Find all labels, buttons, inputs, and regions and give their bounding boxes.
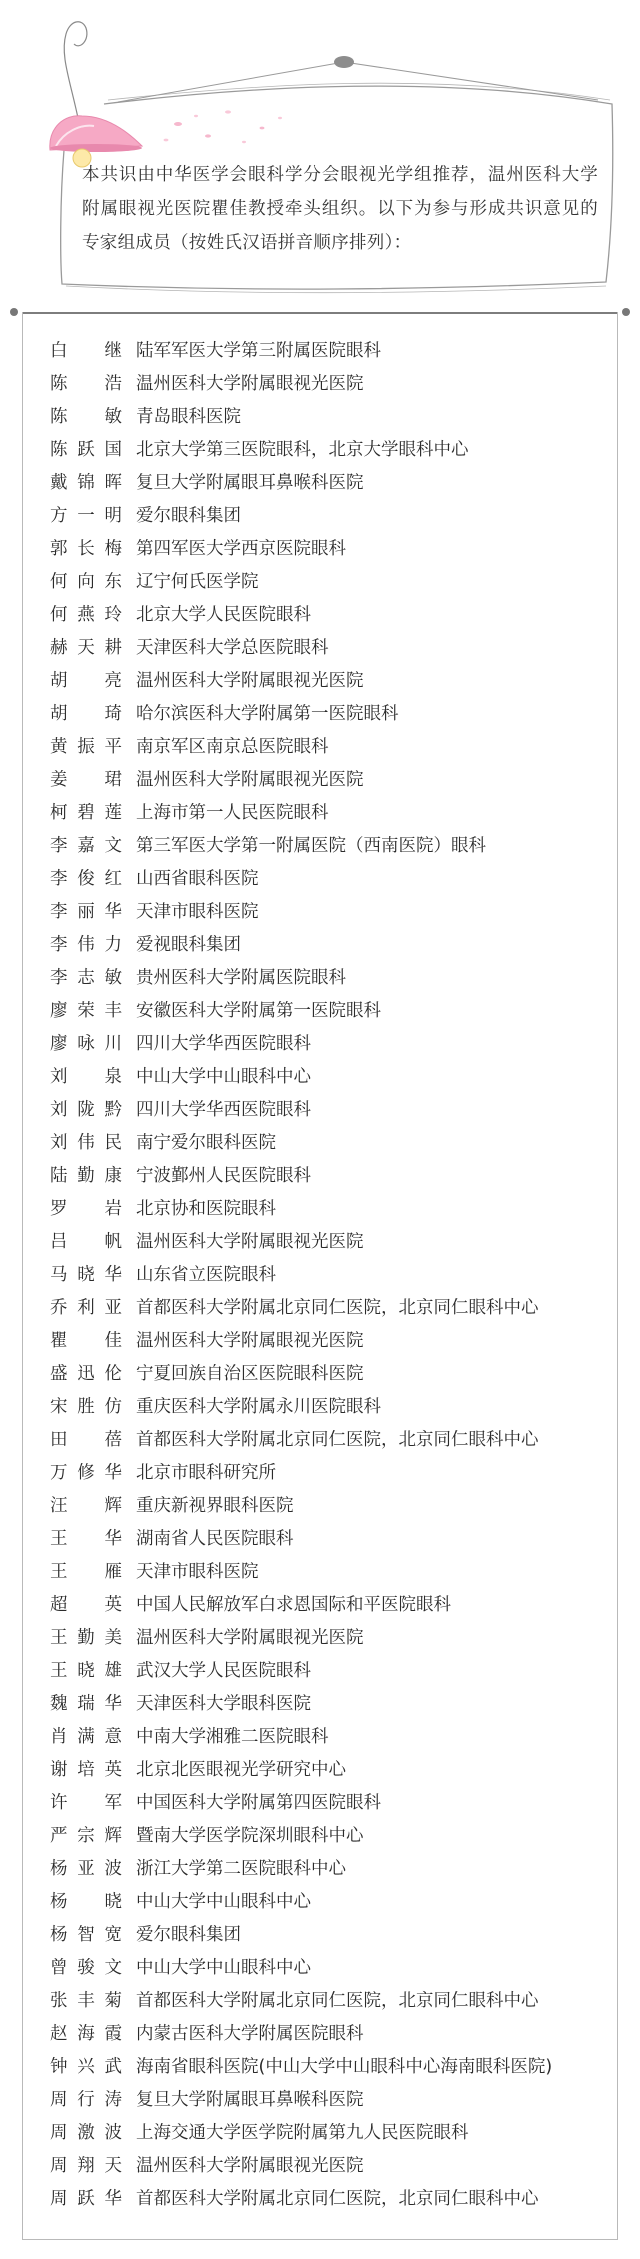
list-item — [50, 993, 610, 1026]
member-organization: 中山大学中山眼科中心 — [136, 1892, 311, 1912]
member-organization: 中国人民解放军白求恩国际和平医院眼科 — [136, 1595, 451, 1615]
member-name: 陆勤康 — [50, 1166, 122, 1186]
list-item — [50, 795, 610, 828]
right-dot-icon — [622, 308, 630, 316]
list-item — [50, 531, 610, 564]
member-organization: 青岛眼科医院 — [136, 407, 241, 427]
member-name: 王 雁 — [50, 1562, 122, 1582]
member-organization: 北京市眼科研究所 — [136, 1463, 276, 1483]
list-item — [50, 1620, 610, 1653]
member-name: 肖满意 — [50, 1727, 122, 1747]
member-name: 周翔天 — [50, 2156, 122, 2176]
list-item — [50, 498, 610, 531]
member-name: 刘陇黔 — [50, 1100, 122, 1120]
list-item — [50, 1884, 610, 1917]
member-name: 万修华 — [50, 1463, 122, 1483]
list-item — [50, 1323, 610, 1356]
member-name: 廖咏川 — [50, 1034, 122, 1054]
intro-paragraph: 本共识由中华医学会眼科学分会眼视光学组推荐，温州医科大学附属眼视光医院瞿佳教授牵头组织。以下为参与形成共识意见的专家组成员（按姓氏汉语拼音顺序排列）： — [82, 165, 598, 253]
member-name: 盛迅伦 — [50, 1364, 122, 1384]
member-name: 张丰菊 — [50, 1991, 122, 2011]
list-item — [50, 762, 610, 795]
member-organization: 温州医科大学附属眼视光医院 — [136, 770, 364, 790]
member-organization: 温州医科大学附属眼视光医院 — [136, 2156, 364, 2176]
member-organization: 宁波鄞州人民医院眼科 — [136, 1166, 311, 1186]
member-organization: 辽宁何氏医学院 — [136, 572, 259, 592]
member-organization: 天津医科大学眼科医院 — [136, 1694, 311, 1714]
member-name: 胡 亮 — [50, 671, 122, 691]
member-name: 戴锦晖 — [50, 473, 122, 493]
member-organization: 山西省眼科医院 — [136, 869, 259, 889]
member-organization: 北京大学第三医院眼科，北京大学眼科中心 — [136, 440, 469, 460]
member-list — [50, 333, 610, 2214]
list-item — [50, 1422, 610, 1455]
member-organization: 复旦大学附属眼耳鼻喉科医院 — [136, 473, 364, 493]
member-organization: 暨南大学医学院深圳眼科中心 — [136, 1826, 364, 1846]
member-organization: 海南省眼科医院(中山大学中山眼科中心海南眼科医院) — [136, 2057, 553, 2077]
member-name: 王晓雄 — [50, 1661, 122, 1681]
list-item — [50, 597, 610, 630]
list-item — [50, 2049, 610, 2082]
member-name: 李嘉文 — [50, 836, 122, 856]
member-organization: 温州医科大学附属眼视光医院 — [136, 1232, 364, 1252]
member-name: 郭长梅 — [50, 539, 122, 559]
member-organization: 北京大学人民医院眼科 — [136, 605, 311, 625]
member-name: 方一明 — [50, 506, 122, 526]
member-name: 谢培英 — [50, 1760, 122, 1780]
member-name: 白 继 — [50, 341, 122, 361]
member-organization: 安徽医科大学附属第一医院眼科 — [136, 1001, 381, 1021]
member-name: 陈跃国 — [50, 440, 122, 460]
member-organization: 南京军区南京总医院眼科 — [136, 737, 329, 757]
list-item — [50, 894, 610, 927]
member-name: 乔利亚 — [50, 1298, 122, 1318]
list-item — [50, 1950, 610, 1983]
list-item — [50, 333, 610, 366]
member-name: 罗 岩 — [50, 1199, 122, 1219]
member-name: 许 军 — [50, 1793, 122, 1813]
member-organization: 首都医科大学附属北京同仁医院，北京同仁眼科中心 — [136, 1991, 539, 2011]
member-organization: 贵州医科大学附属医院眼科 — [136, 968, 346, 988]
list-item — [50, 2148, 610, 2181]
member-name: 杨 晓 — [50, 1892, 122, 1912]
list-item — [50, 1554, 610, 1587]
member-organization: 首都医科大学附属北京同仁医院，北京同仁眼科中心 — [136, 2189, 539, 2209]
list-item — [50, 927, 610, 960]
member-name: 王 华 — [50, 1529, 122, 1549]
member-organization: 复旦大学附属眼耳鼻喉科医院 — [136, 2090, 364, 2110]
member-name: 刘 泉 — [50, 1067, 122, 1087]
member-organization: 重庆新视界眼科医院 — [136, 1496, 294, 1516]
member-organization: 湖南省人民医院眼科 — [136, 1529, 294, 1549]
list-item — [50, 696, 610, 729]
list-item — [50, 2082, 610, 2115]
list-item — [50, 432, 610, 465]
member-name: 汪 辉 — [50, 1496, 122, 1516]
list-item — [50, 465, 610, 498]
member-organization: 第三军医大学第一附属医院（西南医院）眼科 — [136, 836, 486, 856]
member-organization: 内蒙古医科大学附属医院眼科 — [136, 2024, 364, 2044]
list-item — [50, 1851, 610, 1884]
member-name: 杨智宽 — [50, 1925, 122, 1945]
member-organization: 爱视眼科集团 — [136, 935, 241, 955]
member-organization: 南宁爱尔眼科医院 — [136, 1133, 276, 1153]
member-name: 柯碧莲 — [50, 803, 122, 823]
member-name: 陈 敏 — [50, 407, 122, 427]
list-item — [50, 2181, 610, 2214]
list-item — [50, 1686, 610, 1719]
list-item — [50, 1752, 610, 1785]
member-name: 田 蓓 — [50, 1430, 122, 1450]
member-organization: 温州医科大学附属眼视光医院 — [136, 374, 364, 394]
member-name: 周激波 — [50, 2123, 122, 2143]
list-item — [50, 2016, 610, 2049]
member-organization: 中山大学中山眼科中心 — [136, 1067, 311, 1087]
list-item — [50, 1488, 610, 1521]
member-name: 魏瑞华 — [50, 1694, 122, 1714]
member-organization: 上海市第一人民医院眼科 — [136, 803, 329, 823]
list-item — [50, 1455, 610, 1488]
list-item — [50, 366, 610, 399]
list-item — [50, 1983, 610, 2016]
member-organization: 天津市眼科医院 — [136, 1562, 259, 1582]
member-name: 超 英 — [50, 1595, 122, 1615]
list-item — [50, 1290, 610, 1323]
member-organization: 哈尔滨医科大学附属第一医院眼科 — [136, 704, 399, 724]
member-name: 李志敏 — [50, 968, 122, 988]
member-organization: 四川大学华西医院眼科 — [136, 1034, 311, 1054]
member-name: 周行涛 — [50, 2090, 122, 2110]
member-organization: 温州医科大学附属眼视光医院 — [136, 1331, 364, 1351]
list-item — [50, 1818, 610, 1851]
list-item — [50, 1356, 610, 1389]
member-organization: 温州医科大学附属眼视光医院 — [136, 1628, 364, 1648]
list-item — [50, 960, 610, 993]
member-name: 宋胜仿 — [50, 1397, 122, 1417]
member-organization: 北京北医眼视光学研究中心 — [136, 1760, 346, 1780]
member-name: 姜 珺 — [50, 770, 122, 790]
member-organization: 温州医科大学附属眼视光医院 — [136, 671, 364, 691]
list-item — [50, 663, 610, 696]
member-name: 王勤美 — [50, 1628, 122, 1648]
member-name: 赵海霞 — [50, 2024, 122, 2044]
member-name: 刘伟民 — [50, 1133, 122, 1153]
member-organization: 首都医科大学附属北京同仁医院，北京同仁眼科中心 — [136, 1430, 539, 1450]
member-organization: 山东省立医院眼科 — [136, 1265, 276, 1285]
member-name: 李伟力 — [50, 935, 122, 955]
intro-card — [64, 148, 612, 276]
member-organization: 武汉大学人民医院眼科 — [136, 1661, 311, 1681]
member-name: 胡 琦 — [50, 704, 122, 724]
list-item — [50, 1257, 610, 1290]
list-item — [50, 1224, 610, 1257]
member-organization: 陆军军医大学第三附属医院眼科 — [136, 341, 381, 361]
list-item — [50, 1917, 610, 1950]
member-organization: 上海交通大学医学院附属第九人民医院眼科 — [136, 2123, 469, 2143]
member-organization: 中国医科大学附属第四医院眼科 — [136, 1793, 381, 1813]
list-item — [50, 1719, 610, 1752]
member-name: 瞿 佳 — [50, 1331, 122, 1351]
list-item — [50, 2115, 610, 2148]
list-item — [50, 1587, 610, 1620]
list-item — [50, 1389, 610, 1422]
header-section — [0, 0, 640, 300]
member-name: 杨亚波 — [50, 1859, 122, 1879]
nail-icon — [334, 56, 354, 68]
member-name: 周跃华 — [50, 2189, 122, 2209]
member-name: 黄振平 — [50, 737, 122, 757]
member-organization: 爱尔眼科集团 — [136, 1925, 241, 1945]
member-organization: 天津医科大学总医院眼科 — [136, 638, 329, 658]
list-item — [50, 861, 610, 894]
list-item — [50, 399, 610, 432]
member-name: 李丽华 — [50, 902, 122, 922]
member-name: 吕 帆 — [50, 1232, 122, 1252]
member-name: 马晓华 — [50, 1265, 122, 1285]
member-organization: 浙江大学第二医院眼科中心 — [136, 1859, 346, 1879]
member-name: 何向东 — [50, 572, 122, 592]
list-item — [50, 828, 610, 861]
member-name: 李俊红 — [50, 869, 122, 889]
member-organization: 四川大学华西医院眼科 — [136, 1100, 311, 1120]
member-organization: 中南大学湘雅二医院眼科 — [136, 1727, 329, 1747]
list-item — [50, 1125, 610, 1158]
member-name: 赫天耕 — [50, 638, 122, 658]
member-organization: 重庆医科大学附属永川医院眼科 — [136, 1397, 381, 1417]
member-organization: 爱尔眼科集团 — [136, 506, 241, 526]
list-item — [50, 1026, 610, 1059]
lamp-cord-icon — [64, 22, 87, 118]
member-name: 何燕玲 — [50, 605, 122, 625]
list-item — [50, 1158, 610, 1191]
member-name: 廖荣丰 — [50, 1001, 122, 1021]
list-item — [50, 1521, 610, 1554]
member-name: 钟兴武 — [50, 2057, 122, 2077]
member-name: 陈 浩 — [50, 374, 122, 394]
list-item — [50, 1653, 610, 1686]
left-dot-icon — [10, 308, 18, 316]
list-item — [50, 1191, 610, 1224]
member-name: 严宗辉 — [50, 1826, 122, 1846]
member-organization: 中山大学中山眼科中心 — [136, 1958, 311, 1978]
list-item — [50, 630, 610, 663]
member-organization: 首都医科大学附属北京同仁医院，北京同仁眼科中心 — [136, 1298, 539, 1318]
list-item — [50, 1092, 610, 1125]
member-organization: 宁夏回族自治区医院眼科医院 — [136, 1364, 364, 1384]
member-organization: 天津市眼科医院 — [136, 902, 259, 922]
list-item — [50, 729, 610, 762]
member-organization: 第四军医大学西京医院眼科 — [136, 539, 346, 559]
member-organization: 北京协和医院眼科 — [136, 1199, 276, 1219]
list-item — [50, 1059, 610, 1092]
list-item — [50, 1785, 610, 1818]
list-item — [50, 564, 610, 597]
member-name: 曾骏文 — [50, 1958, 122, 1978]
